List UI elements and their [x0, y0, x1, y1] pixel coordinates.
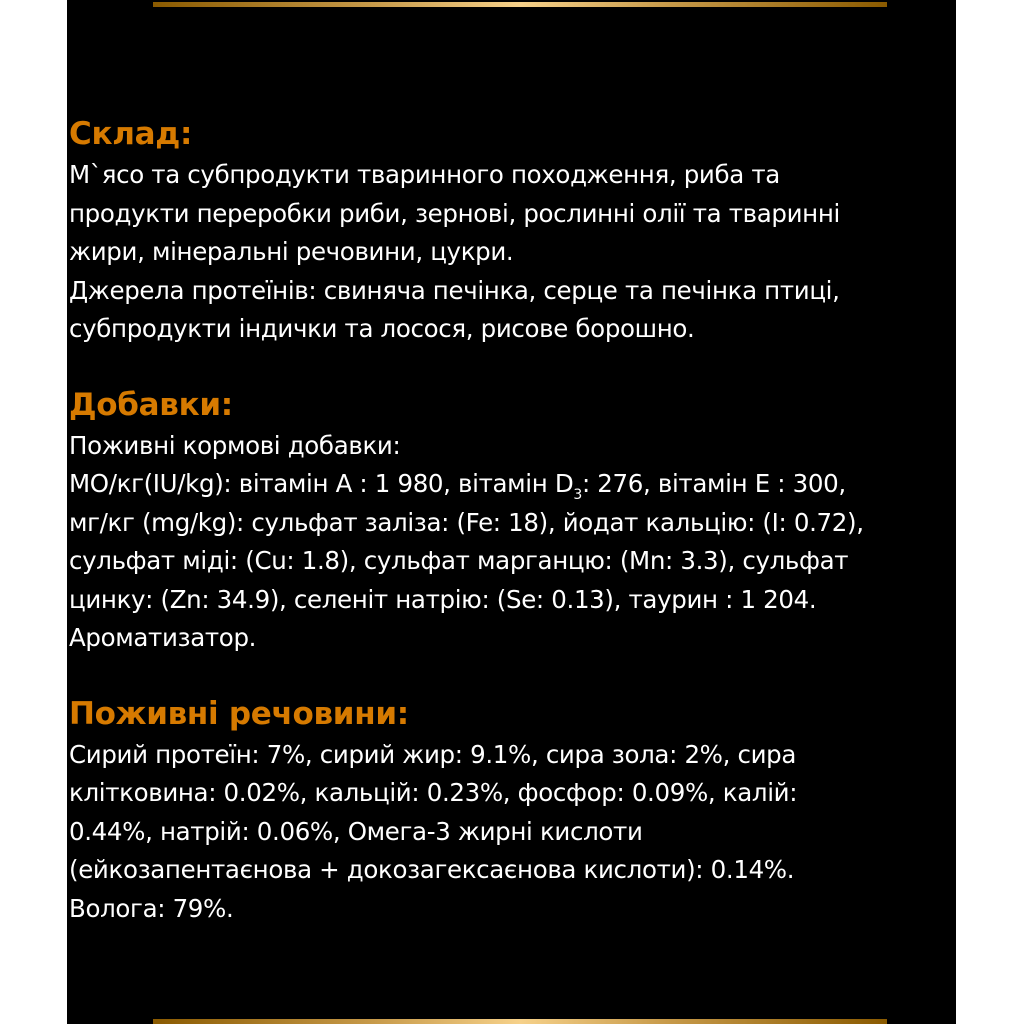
vitamins-text-b: : 276, вітамін Е : 300,	[581, 469, 846, 498]
composition-line: жири, мінеральні речовини, цукри.	[69, 237, 514, 266]
minerals-line: мг/кг (mg/kg): сульфат заліза: (Fe: 18), йодат кальцію: (I: 0.72),	[69, 507, 864, 537]
additives-section	[69, 383, 954, 658]
minerals-line: цинку: (Zn: 34.9), селеніт натрію: (Se: 0.13), таурин : 1 204.	[69, 584, 817, 614]
nutrients-line: 0.44%, натрій: 0.06%, Омега-3 жирні кислоти	[69, 816, 643, 846]
nutrients-line: Сирий протеїн: 7%, сирий жир: 9.1%, сира зола: 2%, сира	[69, 739, 797, 769]
bottom-gold-divider	[153, 1019, 887, 1024]
product-label-content	[69, 112, 954, 928]
vitamins-line	[69, 465, 954, 504]
flavoring-line: Ароматизатор.	[69, 623, 257, 652]
additives-heading: Добавки:	[69, 386, 233, 423]
top-gold-divider	[153, 2, 887, 7]
additives-subtitle: Поживні кормові добавки:	[69, 430, 401, 460]
nutrients-line: (ейкозапентаєнова + докозагексаєнова кислоти): 0.14%.	[69, 855, 795, 884]
vitamin-d-subscript: 3	[573, 487, 582, 503]
nutrients-line: клітковина: 0.02%, кальцій: 0.23%, фосфор: 0.09%, калій:	[69, 778, 798, 807]
protein-sources-line: субпродукти індички та лосося, рисове борошно.	[69, 314, 695, 343]
composition-section	[69, 112, 954, 349]
protein-sources-line: Джерела протеїнів: свиняча печінка, серце та печінка птиці,	[69, 275, 840, 305]
nutrients-heading: Поживні речовини:	[69, 695, 409, 732]
moisture-line: Волога: 79%.	[69, 893, 234, 923]
nutrients-section	[69, 692, 954, 929]
minerals-line: сульфат міді: (Cu: 1.8), сульфат марганцю: (Mn: 3.3), сульфат	[69, 546, 849, 575]
composition-line: М`ясо та субпродукти тваринного походження, риба та	[69, 160, 780, 189]
vitamins-text-a: МО/кг(IU/kg): вітамін А : 1 980, вітамін D	[69, 469, 574, 498]
composition-heading: Склад:	[69, 116, 193, 152]
composition-line: продукти переробки риби, зернові, рослинні олії та тваринні	[69, 198, 840, 228]
